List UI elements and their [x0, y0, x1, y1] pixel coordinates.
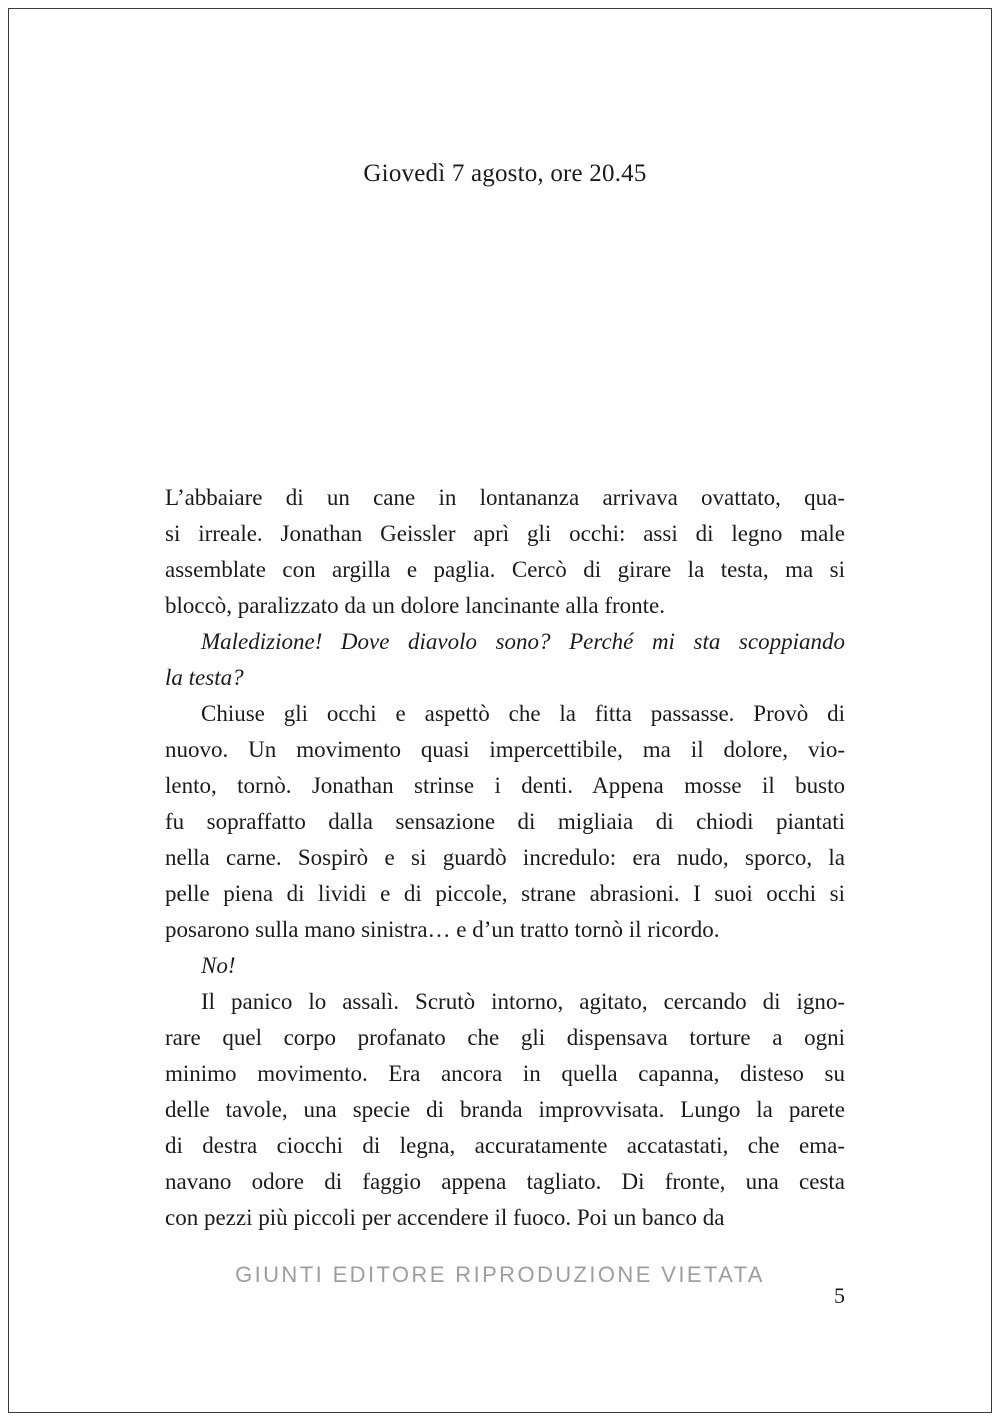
text-line: bloccò, paralizzato da un dolore lancinante alla fronte.	[165, 593, 666, 618]
text-line: nuovo. Un movimento quasi impercettibile, ma il dolore, vio-	[165, 737, 845, 762]
paragraph	[165, 948, 845, 984]
text-line: rare quel corpo profanato che gli dispensava torture a ogni	[165, 1025, 845, 1050]
publisher-watermark: GIUNTI EDITORE RIPRODUZIONE VIETATA	[235, 1262, 765, 1287]
text-line: delle tavole, una specie di branda improvvisata. Lungo la parete	[165, 1097, 845, 1122]
text-line: assemblate con argilla e paglia. Cercò di girare la testa, ma si	[165, 557, 845, 582]
text-line: Il panico lo assalì. Scrutò intorno, agitato, cercando di igno-	[201, 989, 845, 1014]
body-text	[165, 480, 845, 1236]
page-number: 5	[834, 1283, 845, 1308]
paragraph	[165, 984, 845, 1236]
text-line: No!	[201, 953, 236, 978]
text-line: di destra ciocchi di legna, accuratamente accatastati, che ema-	[165, 1133, 845, 1158]
text-line: con pezzi più piccoli per accendere il fuoco. Poi un banco da	[165, 1205, 725, 1230]
text-line: lento, tornò. Jonathan strinse i denti. Appena mosse il busto	[165, 773, 845, 798]
paragraph	[165, 480, 845, 624]
text-line: la testa?	[165, 665, 244, 690]
text-line: Chiuse gli occhi e aspettò che la fitta passasse. Provò di	[201, 701, 845, 726]
paragraph	[165, 624, 845, 696]
text-line: Maledizione! Dove diavolo sono? Perché mi sta scoppiando	[201, 629, 845, 654]
text-line: fu sopraffatto dalla sensazione di migliaia di chiodi piantati	[165, 809, 845, 834]
text-line: si irreale. Jonathan Geissler aprì gli occhi: assi di legno male	[165, 521, 845, 546]
text-line: pelle piena di lividi e di piccole, strane abrasioni. I suoi occhi si	[165, 881, 845, 906]
text-line: navano odore di faggio appena tagliato. Di fronte, una cesta	[165, 1169, 845, 1194]
paragraph	[165, 696, 845, 948]
text-line: L’abbaiare di un cane in lontananza arrivava ovattato, qua-	[165, 485, 845, 510]
text-line: nella carne. Sospirò e si guardò incredulo: era nudo, sporco, la	[165, 845, 845, 870]
text-line: minimo movimento. Era ancora in quella capanna, disteso su	[165, 1061, 845, 1086]
chapter-heading: Giovedì 7 agosto, ore 20.45	[363, 160, 647, 187]
text-line: posarono sulla mano sinistra… e d’un tratto tornò il ricordo.	[165, 917, 720, 942]
